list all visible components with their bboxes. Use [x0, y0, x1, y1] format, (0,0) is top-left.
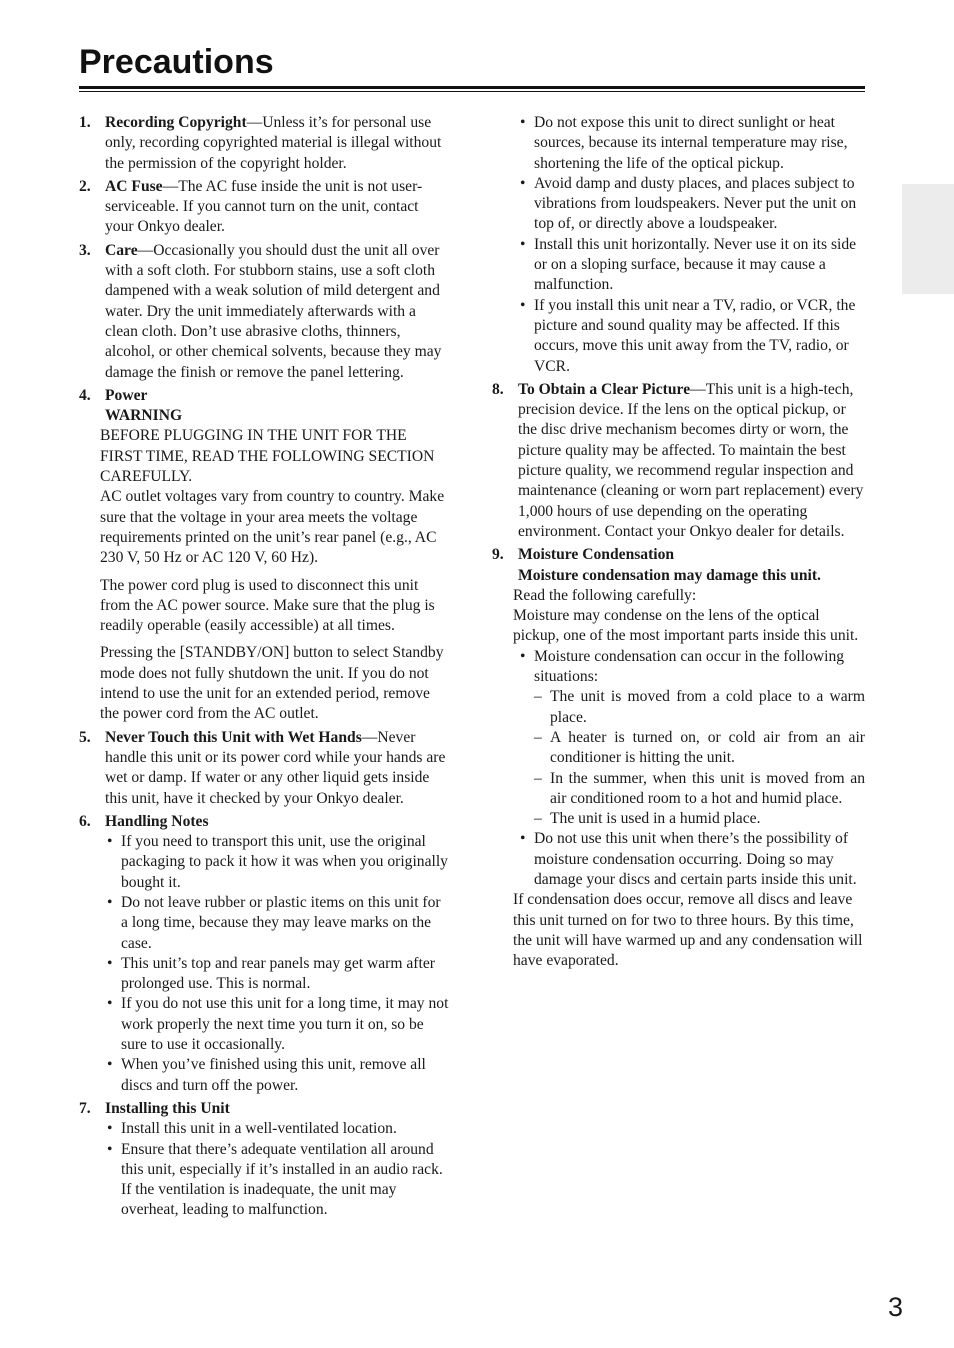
precaution-item-wet-hands: [79, 728, 450, 809]
item-number: 3.: [79, 241, 91, 259]
page-title: Precautions: [79, 43, 274, 81]
item-number: 6.: [79, 812, 91, 830]
item-text: —This unit is a high-tech, precision device. If the lens on the optical pickup, or the disc drive mechanism becomes dirty or worn, the picture quality may be affected. To maintain the best picture quality, we recommend regular inspection and maintenance (cleaning or worn part replacement) every 1,000 hours of use depending on the operating environment. Contact your Onkyo dealer for details.: [518, 380, 864, 540]
precaution-item-installing: [79, 1099, 450, 1221]
dash-item: – In the summer, when this unit is moved from an air conditioned room to a hot and humid place.: [534, 769, 865, 810]
item-heading: Care: [105, 241, 138, 259]
list-item: • Do not expose this unit to direct sunlight or heat sources, because its internal temperature may rise, shortening the life of the optical pickup.: [518, 113, 865, 174]
precaution-item-recording-copyright: [79, 113, 450, 174]
item-text: —Never handle this unit or its power cord while your hands are wet or damp. If water or any other liquid gets inside this unit, have it checked by your Onkyo dealer.: [105, 728, 446, 807]
list-item: • Install this unit horizontally. Never use it on its side or on a sloping surface, because it may cause a malfunction.: [518, 235, 865, 296]
item-text: —The AC fuse inside the unit is not user-serviceable. If you cannot turn on the unit, contact your Onkyo dealer.: [105, 177, 423, 236]
list-item: [518, 647, 865, 830]
list-item: • Ensure that there’s adequate ventilation all around this unit, especially if it’s installed in an audio rack. If the ventilation is inadequate, the unit may overheat, leading to malfunction.: [105, 1140, 450, 1221]
item-heading: Recording Copyright: [105, 114, 247, 131]
item-heading: AC Fuse: [105, 177, 163, 195]
page-number: 3: [888, 1292, 904, 1322]
item-heading: To Obtain a Clear Picture: [518, 380, 691, 398]
title-rule-thick: [79, 86, 865, 89]
list-item: • Install this unit in a well-ventilated location.: [105, 1119, 450, 1139]
dash-item: – A heater is turned on, or cold air from an air conditioner is hitting the unit.: [534, 728, 865, 769]
installing-continued-list: [518, 113, 865, 377]
condensation-remedy: If condensation does occur, remove all discs and leave this unit turned on for two to three hours. By this time, the unit will have warmed up and any condensation will have evaporated.: [513, 891, 863, 970]
item-text: —Unless it’s for personal use only, recording copyrighted material is illegal without the permission of the copyright holder.: [105, 114, 442, 172]
item-heading: Never Touch this Unit with Wet Hands: [105, 728, 362, 746]
precaution-item-handling-notes: [79, 812, 450, 1096]
precaution-item-ac-fuse: [79, 177, 450, 238]
voltage-note: AC outlet voltages vary from country to country. Make sure that the voltage in your area meets the voltage requirements printed on the unit’s rear panel (e.g., AC 230 V, 50 Hz or AC 120 V, 60 Hz).: [100, 488, 445, 567]
precaution-item-moisture: [492, 545, 865, 971]
item-heading: Installing this Unit: [105, 1099, 230, 1117]
bullet-list: [105, 1119, 450, 1220]
left-column: [79, 113, 450, 1224]
standby-note: Pressing the [STANDBY/ON] button to select Standby mode does not fully shutdown the unit. If you do not intend to use the unit for an extended period, remove the power cord from the AC outlet.: [100, 644, 444, 723]
item-number: 1.: [79, 114, 91, 131]
dash-item: – The unit is moved from a cold place to a warm place.: [534, 687, 865, 728]
list-item: • If you do not use this unit for a long time, it may not work properly the next time you turn it on, so be sure to use it occasionally.: [105, 994, 450, 1055]
item-number: 4.: [79, 386, 91, 404]
bullet-list: [105, 832, 450, 1096]
item-number: 7.: [79, 1099, 91, 1117]
power-cord-note: The power cord plug is used to disconnect this unit from the AC power source. Make sure that the plug is readily operable (easily accessible) at all times.: [100, 576, 435, 635]
list-item: • Do not use this unit when there’s the possibility of moisture condensation occurring. Doing so may damage your discs and certain parts inside this unit.: [518, 829, 865, 890]
precaution-item-power: [79, 386, 450, 725]
list-item-text: Moisture condensation can occur in the following situations:: [534, 647, 845, 686]
item-text: —Occasionally you should dust the unit all over with a soft cloth. For stubborn stains, use a soft cloth dampened with a weak solution of mild detergent and water. Dry the unit immediately afterwards with a clean cloth. Don’t use abrasive cloths, thinners, alcohol, or other chemical solvents, because they may damage the finish or remove the panel lettering.: [105, 241, 442, 381]
list-item: • If you need to transport this unit, use the original packaging to pack it how it was when you originally bought it.: [105, 832, 450, 893]
item-number: 2.: [79, 177, 91, 195]
bullet-list: [518, 647, 865, 891]
item-number: 9.: [492, 546, 504, 564]
dash-list: [534, 687, 865, 829]
moisture-intro: Moisture may condense on the lens of the optical pickup, one of the most important parts inside this unit.: [513, 607, 859, 645]
list-item: • If you install this unit near a TV, radio, or VCR, the picture and sound quality may be affected. If this occurs, move this unit away from the TV, radio, or VCR.: [518, 296, 865, 377]
precaution-item-clear-picture: [492, 380, 865, 542]
list-item: • Do not leave rubber or plastic items on this unit for a long time, because they may leave marks on the case.: [105, 893, 450, 954]
item-heading: Moisture Condensation: [518, 546, 675, 564]
right-column: [492, 113, 865, 974]
warning-text: BEFORE PLUGGING IN THE UNIT FOR THE FIRST TIME, READ THE FOLLOWING SECTION CAREFULLY.: [100, 427, 435, 486]
list-item: • Avoid damp and dusty places, and places subject to vibrations from loudspeakers. Never put the unit on top of, or directly above a loudspeaker.: [518, 174, 865, 235]
side-tab-marker: [902, 184, 954, 294]
item-heading: Handling Notes: [105, 812, 209, 830]
item-number: 8.: [492, 380, 504, 398]
item-subheading: Moisture condensation may damage this unit.: [518, 566, 821, 584]
list-item: • This unit’s top and rear panels may get warm after prolonged use. This is normal.: [105, 954, 450, 995]
item-number: 5.: [79, 728, 91, 746]
title-rule-thin: [79, 91, 865, 92]
precaution-item-care: [79, 241, 450, 383]
read-note: Read the following carefully:: [513, 586, 697, 604]
dash-item: – The unit is used in a humid place.: [534, 809, 865, 829]
item-heading: Power: [105, 386, 148, 404]
list-item: • When you’ve finished using this unit, remove all discs and turn off the power.: [105, 1055, 450, 1096]
warning-label: WARNING: [105, 407, 183, 425]
